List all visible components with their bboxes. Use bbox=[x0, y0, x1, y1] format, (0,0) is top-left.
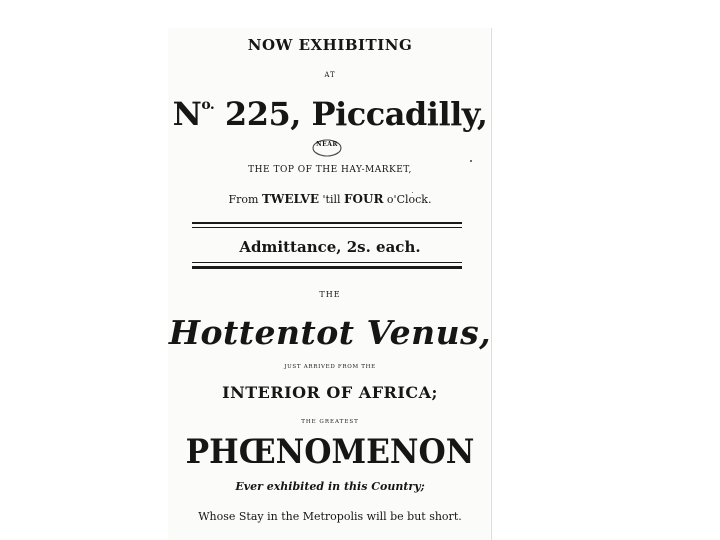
near-ornament-icon bbox=[307, 136, 347, 160]
top-of-haymarket: THE TOP OF THE HAY-MARKET, bbox=[248, 165, 412, 175]
ink-speck bbox=[470, 160, 472, 162]
stay-line: Whose Stay in the Metropolis will be but short. bbox=[198, 510, 462, 523]
the-label: THE bbox=[319, 290, 341, 299]
rule-bottom-thin bbox=[192, 262, 462, 263]
just-arrived-label: JUST ARRIVED FROM THE bbox=[284, 364, 376, 370]
hours-line bbox=[160, 192, 500, 206]
admittance-price: Admittance, 2s. each. bbox=[239, 238, 421, 256]
heading-now-exhibiting: NOW EXHIBITING bbox=[247, 36, 413, 54]
address-superscript: o. bbox=[201, 97, 215, 114]
hours-twelve: TWELVE bbox=[261, 192, 320, 206]
rule-top-thin bbox=[192, 227, 462, 228]
at-label: AT bbox=[324, 71, 336, 79]
ever-exhibited-line: Ever exhibited in this Country; bbox=[235, 480, 425, 493]
rule-top-thick bbox=[192, 222, 462, 224]
hours-from: From bbox=[228, 193, 262, 206]
near-label: NEAR bbox=[316, 141, 338, 148]
rule-bottom-thick bbox=[192, 266, 462, 269]
hours-oclock: o'Clock. bbox=[383, 193, 432, 206]
hours-four: FOUR bbox=[344, 192, 384, 206]
interior-of-africa: INTERIOR OF AFRICA; bbox=[222, 383, 438, 402]
hours-till: 'till bbox=[319, 193, 345, 206]
address-street: 225, Piccadilly, bbox=[214, 95, 488, 133]
phenomenon-heading: PHŒNOMENON bbox=[185, 432, 475, 472]
address-no: N bbox=[172, 95, 202, 133]
the-greatest-label: THE GREATEST bbox=[301, 419, 359, 425]
ink-speck bbox=[412, 192, 413, 193]
address-line bbox=[160, 95, 500, 133]
main-title: Hottentot Venus, bbox=[168, 313, 492, 352]
near-ornament bbox=[307, 136, 347, 160]
